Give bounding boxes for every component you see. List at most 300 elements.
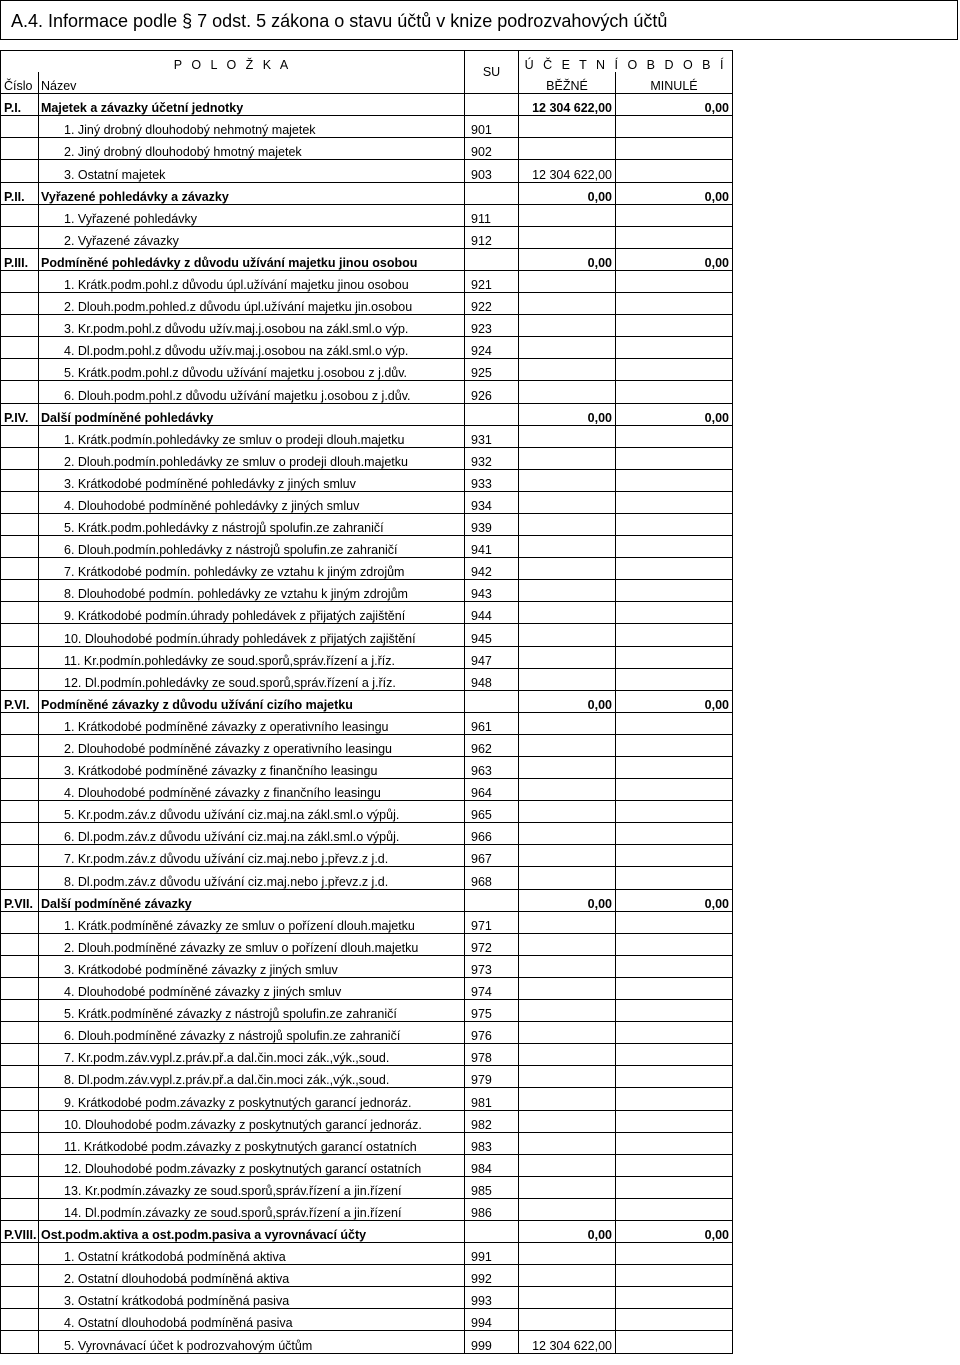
row-nazev: 1. Krátkodobé podmíněné závazky z operativního leasingu [39, 712, 465, 734]
row-su: 981 [465, 1088, 519, 1110]
row-bezne [519, 1287, 616, 1309]
row-su: 991 [465, 1243, 519, 1265]
row-cislo [1, 1110, 39, 1132]
row-bezne [519, 1176, 616, 1198]
row-su [465, 690, 519, 712]
row-nazev: 12. Dl.podmín.pohledávky ze soud.sporů,správ.řízení a j.říz. [39, 668, 465, 690]
row-nazev: Další podmíněné pohledávky [39, 403, 465, 425]
row-minule [616, 293, 733, 315]
table-row [1, 1110, 733, 1132]
table-row [1, 646, 733, 668]
table-row [1, 359, 733, 381]
section-row [1, 690, 733, 712]
row-minule [616, 911, 733, 933]
row-bezne [519, 1066, 616, 1088]
row-bezne [519, 226, 616, 248]
row-minule [616, 779, 733, 801]
header-row-1 [1, 51, 733, 73]
row-minule [616, 823, 733, 845]
row-cislo: P.VII. [1, 889, 39, 911]
row-minule [616, 204, 733, 226]
row-nazev: 11. Kr.podmín.pohledávky ze soud.sporů,správ.řízení a j.říz. [39, 646, 465, 668]
row-cislo [1, 226, 39, 248]
table-row [1, 779, 733, 801]
row-cislo: P.III. [1, 248, 39, 270]
table-row [1, 1265, 733, 1287]
row-minule [616, 160, 733, 182]
row-bezne [519, 977, 616, 999]
row-cislo [1, 955, 39, 977]
row-nazev: 5. Kr.podm.záv.z důvodu užívání ciz.maj.na zákl.sml.o výpůj. [39, 801, 465, 823]
row-minule [616, 337, 733, 359]
row-su [465, 182, 519, 204]
table-row [1, 1331, 733, 1353]
row-su: 964 [465, 779, 519, 801]
table-row [1, 1066, 733, 1088]
row-nazev: Podmíněné závazky z důvodu užívání cizího majetku [39, 690, 465, 712]
table-row [1, 580, 733, 602]
row-nazev: 4. Dlouhodobé podmíněné závazky z finančního leasingu [39, 779, 465, 801]
row-minule [616, 977, 733, 999]
row-cislo [1, 757, 39, 779]
table-row [1, 337, 733, 359]
section-row [1, 248, 733, 270]
row-nazev: Ost.podm.aktiva a ost.podm.pasiva a vyrovnávací účty [39, 1220, 465, 1242]
row-su: 934 [465, 491, 519, 513]
row-cislo [1, 1066, 39, 1088]
row-bezne [519, 558, 616, 580]
row-nazev: 1. Jiný drobný dlouhodobý nehmotný majetek [39, 116, 465, 138]
row-minule [616, 580, 733, 602]
table-row [1, 911, 733, 933]
row-bezne [519, 668, 616, 690]
table-row [1, 1000, 733, 1022]
row-minule [616, 1066, 733, 1088]
row-cislo [1, 734, 39, 756]
row-nazev: 4. Ostatní dlouhodobá podmíněná pasiva [39, 1309, 465, 1331]
row-minule [616, 116, 733, 138]
row-nazev: 1. Krátk.podm.pohl.z důvodu úpl.užívání majetku jinou osobou [39, 270, 465, 292]
row-su: 925 [465, 359, 519, 381]
row-su: 979 [465, 1066, 519, 1088]
row-su: 994 [465, 1309, 519, 1331]
row-su: 993 [465, 1287, 519, 1309]
row-su: 943 [465, 580, 519, 602]
row-cislo [1, 447, 39, 469]
row-bezne [519, 204, 616, 226]
row-minule [616, 867, 733, 889]
section-row [1, 889, 733, 911]
row-cislo [1, 1132, 39, 1154]
table-row [1, 1287, 733, 1309]
row-nazev: 12. Dlouhodobé podm.závazky z poskytnutých garancí ostatních [39, 1154, 465, 1176]
row-minule [616, 845, 733, 867]
row-nazev: 1. Krátk.podmín.pohledávky ze smluv o prodeji dlouh.majetku [39, 425, 465, 447]
row-cislo [1, 1331, 39, 1353]
row-su: 933 [465, 469, 519, 491]
row-bezne [519, 469, 616, 491]
row-minule: 0,00 [616, 403, 733, 425]
row-bezne: 0,00 [519, 182, 616, 204]
row-nazev: 3. Krátkodobé podmíněné pohledávky z jiných smluv [39, 469, 465, 491]
row-nazev: 5. Vyrovnávací účet k podrozvahovým účtům [39, 1331, 465, 1353]
row-minule [616, 469, 733, 491]
row-nazev: 6. Dl.podm.záv.z důvodu užívání ciz.maj.na zákl.sml.o výpůj. [39, 823, 465, 845]
row-nazev: 3. Krátkodobé podmíněné závazky z finančního leasingu [39, 757, 465, 779]
row-bezne [519, 337, 616, 359]
row-nazev: 3. Krátkodobé podmíněné závazky z jiných smluv [39, 955, 465, 977]
table-row [1, 933, 733, 955]
row-nazev: 2. Dlouh.podmíněné závazky ze smluv o pořízení dlouh.majetku [39, 933, 465, 955]
row-cislo [1, 668, 39, 690]
row-bezne [519, 381, 616, 403]
row-cislo [1, 1243, 39, 1265]
row-nazev: 8. Dlouhodobé podmín. pohledávky ze vztahu k jiným zdrojům [39, 580, 465, 602]
row-cislo [1, 270, 39, 292]
table-row [1, 867, 733, 889]
table-row [1, 160, 733, 182]
row-nazev: 2. Ostatní dlouhodobá podmíněná aktiva [39, 1265, 465, 1287]
header-polozka: P O L O Ž K A [1, 51, 465, 73]
row-bezne [519, 447, 616, 469]
row-minule: 0,00 [616, 690, 733, 712]
row-nazev: 8. Dl.podm.záv.vypl.z.práv.př.a dal.čin.moci zák.,výk.,soud. [39, 1066, 465, 1088]
row-minule [616, 1110, 733, 1132]
row-cislo [1, 580, 39, 602]
table-row [1, 536, 733, 558]
table-row [1, 226, 733, 248]
row-nazev: 4. Dl.podm.pohl.z důvodu užív.maj.j.osobou na zákl.sml.o výp. [39, 337, 465, 359]
row-bezne: 0,00 [519, 690, 616, 712]
row-bezne [519, 1088, 616, 1110]
row-cislo [1, 491, 39, 513]
row-su: 982 [465, 1110, 519, 1132]
row-bezne: 0,00 [519, 1220, 616, 1242]
row-su [465, 889, 519, 911]
row-su: 992 [465, 1265, 519, 1287]
row-minule [616, 1287, 733, 1309]
row-nazev: 6. Dlouh.podmín.pohledávky z nástrojů spolufin.ze zahraničí [39, 536, 465, 558]
row-bezne [519, 536, 616, 558]
row-nazev: 5. Krátk.podm.pohl.z důvodu užívání majetku j.osobou z j.dův. [39, 359, 465, 381]
table-row [1, 1243, 733, 1265]
row-bezne [519, 845, 616, 867]
row-su: 985 [465, 1176, 519, 1198]
row-bezne [519, 293, 616, 315]
row-minule [616, 1000, 733, 1022]
section-row [1, 403, 733, 425]
row-nazev: 8. Dl.podm.záv.z důvodu užívání ciz.maj.nebo j.převz.z j.d. [39, 867, 465, 889]
row-su: 939 [465, 513, 519, 535]
row-su: 963 [465, 757, 519, 779]
table-row [1, 513, 733, 535]
row-nazev: 2. Vyřazené závazky [39, 226, 465, 248]
row-cislo: P.II. [1, 182, 39, 204]
row-minule [616, 1265, 733, 1287]
row-su: 974 [465, 977, 519, 999]
row-cislo [1, 381, 39, 403]
row-cislo [1, 359, 39, 381]
row-cislo [1, 558, 39, 580]
row-minule [616, 1154, 733, 1176]
row-su [465, 403, 519, 425]
row-minule [616, 513, 733, 535]
row-bezne [519, 911, 616, 933]
row-minule [616, 1243, 733, 1265]
row-bezne [519, 867, 616, 889]
table-row [1, 845, 733, 867]
row-nazev: 7. Krátkodobé podmín. pohledávky ze vztahu k jiným zdrojům [39, 558, 465, 580]
table-row [1, 801, 733, 823]
row-cislo [1, 469, 39, 491]
row-minule: 0,00 [616, 94, 733, 116]
table-row [1, 1154, 733, 1176]
row-su: 926 [465, 381, 519, 403]
row-su: 984 [465, 1154, 519, 1176]
row-cislo [1, 801, 39, 823]
row-su: 983 [465, 1132, 519, 1154]
table-row [1, 558, 733, 580]
row-cislo [1, 977, 39, 999]
table-row [1, 138, 733, 160]
row-bezne [519, 116, 616, 138]
row-bezne: 12 304 622,00 [519, 1331, 616, 1353]
row-nazev: 5. Krátk.podm.pohledávky z nástrojů spolufin.ze zahraničí [39, 513, 465, 535]
row-bezne [519, 580, 616, 602]
row-nazev: 11. Krátkodobé podm.závazky z poskytnutých garancí ostatních [39, 1132, 465, 1154]
table-row [1, 204, 733, 226]
table-row [1, 425, 733, 447]
row-su: 921 [465, 270, 519, 292]
row-bezne [519, 1309, 616, 1331]
row-nazev: 2. Dlouh.podmín.pohledávky ze smluv o prodeji dlouh.majetku [39, 447, 465, 469]
row-su: 947 [465, 646, 519, 668]
row-minule [616, 933, 733, 955]
row-bezne [519, 270, 616, 292]
row-minule [616, 558, 733, 580]
row-bezne [519, 315, 616, 337]
table-row [1, 491, 733, 513]
row-cislo [1, 116, 39, 138]
row-bezne [519, 779, 616, 801]
row-minule [616, 425, 733, 447]
row-nazev: 14. Dl.podmín.závazky ze soud.sporů,správ.řízení a jin.řízení [39, 1198, 465, 1220]
table-row [1, 977, 733, 999]
row-bezne [519, 602, 616, 624]
row-su: 924 [465, 337, 519, 359]
row-cislo [1, 911, 39, 933]
table-body [1, 94, 733, 1353]
row-su: 911 [465, 204, 519, 226]
row-nazev: 10. Dlouhodobé podm.závazky z poskytnutých garancí jednoráz. [39, 1110, 465, 1132]
row-cislo: P.VI. [1, 690, 39, 712]
row-bezne: 0,00 [519, 248, 616, 270]
row-nazev: 3. Kr.podm.pohl.z důvodu užív.maj.j.osobou na zákl.sml.o výp. [39, 315, 465, 337]
table-row [1, 1132, 733, 1154]
row-bezne [519, 425, 616, 447]
row-bezne [519, 1243, 616, 1265]
row-su: 971 [465, 911, 519, 933]
row-minule [616, 447, 733, 469]
row-su: 912 [465, 226, 519, 248]
row-cislo [1, 315, 39, 337]
row-bezne: 12 304 622,00 [519, 160, 616, 182]
row-minule [616, 734, 733, 756]
row-cislo [1, 337, 39, 359]
table-row [1, 1044, 733, 1066]
table-row [1, 469, 733, 491]
row-minule [616, 712, 733, 734]
row-su: 968 [465, 867, 519, 889]
header-row-2 [1, 72, 733, 94]
table-row [1, 1198, 733, 1220]
row-bezne [519, 359, 616, 381]
row-nazev: 13. Kr.podmín.závazky ze soud.sporů,správ.řízení a jin.řízení [39, 1176, 465, 1198]
row-cislo [1, 1154, 39, 1176]
row-minule [616, 668, 733, 690]
row-cislo [1, 1176, 39, 1198]
row-su: 966 [465, 823, 519, 845]
header-minule: MINULÉ [616, 72, 733, 94]
row-su: 961 [465, 712, 519, 734]
row-su: 978 [465, 1044, 519, 1066]
table-row [1, 293, 733, 315]
row-cislo [1, 1198, 39, 1220]
row-cislo [1, 138, 39, 160]
row-minule [616, 359, 733, 381]
row-cislo: P.IV. [1, 403, 39, 425]
row-nazev: Majetek a závazky účetní jednotky [39, 94, 465, 116]
row-su: 976 [465, 1022, 519, 1044]
row-nazev: 9. Krátkodobé podm.závazky z poskytnutých garancí jednoráz. [39, 1088, 465, 1110]
row-su: 965 [465, 801, 519, 823]
row-cislo [1, 624, 39, 646]
row-cislo [1, 823, 39, 845]
table-row [1, 1022, 733, 1044]
header-obdobi: Ú Č E T N Í O B D O B Í [519, 51, 733, 73]
row-bezne [519, 1044, 616, 1066]
row-minule [616, 491, 733, 513]
row-cislo: P.I. [1, 94, 39, 116]
row-cislo [1, 779, 39, 801]
section-row [1, 182, 733, 204]
row-su [465, 248, 519, 270]
row-minule [616, 646, 733, 668]
row-minule [616, 315, 733, 337]
row-minule [616, 624, 733, 646]
row-cislo [1, 1265, 39, 1287]
table-row [1, 1176, 733, 1198]
table-row [1, 116, 733, 138]
table-row [1, 757, 733, 779]
row-cislo [1, 712, 39, 734]
row-minule: 0,00 [616, 248, 733, 270]
row-nazev: 9. Krátkodobé podmín.úhrady pohledávek z přijatých zajištění [39, 602, 465, 624]
row-minule [616, 1176, 733, 1198]
header-nazev: Název [39, 72, 465, 94]
row-bezne [519, 491, 616, 513]
row-cislo [1, 1088, 39, 1110]
row-bezne [519, 757, 616, 779]
row-bezne [519, 823, 616, 845]
row-su: 942 [465, 558, 519, 580]
section-row [1, 94, 733, 116]
header-cislo: Číslo [1, 72, 39, 94]
header-su: SU [465, 51, 519, 94]
row-bezne [519, 1132, 616, 1154]
table-row [1, 270, 733, 292]
row-cislo [1, 1287, 39, 1309]
row-minule [616, 1044, 733, 1066]
row-su: 972 [465, 933, 519, 955]
header-bezne: BĚŽNÉ [519, 72, 616, 94]
row-cislo [1, 513, 39, 535]
row-su: 967 [465, 845, 519, 867]
row-nazev: 1. Ostatní krátkodobá podmíněná aktiva [39, 1243, 465, 1265]
row-su: 903 [465, 160, 519, 182]
row-minule [616, 1132, 733, 1154]
row-bezne [519, 624, 616, 646]
row-cislo [1, 1044, 39, 1066]
row-minule [616, 955, 733, 977]
table-row [1, 381, 733, 403]
row-minule [616, 1198, 733, 1220]
table-row [1, 955, 733, 977]
row-su: 931 [465, 425, 519, 447]
row-nazev: 2. Jiný drobný dlouhodobý hmotný majetek [39, 138, 465, 160]
row-cislo [1, 536, 39, 558]
section-row [1, 1220, 733, 1242]
row-minule [616, 270, 733, 292]
row-nazev: 3. Ostatní krátkodobá podmíněná pasiva [39, 1287, 465, 1309]
row-bezne: 12 304 622,00 [519, 94, 616, 116]
row-su: 922 [465, 293, 519, 315]
row-su: 999 [465, 1331, 519, 1353]
row-su [465, 1220, 519, 1242]
table-row [1, 602, 733, 624]
row-minule [616, 1331, 733, 1353]
row-bezne [519, 1198, 616, 1220]
row-cislo [1, 646, 39, 668]
row-cislo [1, 1022, 39, 1044]
row-nazev: 7. Kr.podm.záv.z důvodu užívání ciz.maj.nebo j.převz.z j.d. [39, 845, 465, 867]
row-bezne [519, 933, 616, 955]
table-row [1, 315, 733, 337]
table-row [1, 447, 733, 469]
row-bezne: 0,00 [519, 403, 616, 425]
row-nazev: 1. Krátk.podmíněné závazky ze smluv o pořízení dlouh.majetku [39, 911, 465, 933]
row-nazev: 1. Vyřazené pohledávky [39, 204, 465, 226]
table-row [1, 1309, 733, 1331]
row-bezne [519, 646, 616, 668]
row-cislo: P.VIII. [1, 1220, 39, 1242]
row-minule: 0,00 [616, 889, 733, 911]
row-minule [616, 602, 733, 624]
row-su: 975 [465, 1000, 519, 1022]
row-su: 962 [465, 734, 519, 756]
row-su: 932 [465, 447, 519, 469]
row-minule: 0,00 [616, 1220, 733, 1242]
row-su: 923 [465, 315, 519, 337]
row-minule [616, 536, 733, 558]
table-row [1, 624, 733, 646]
row-minule: 0,00 [616, 182, 733, 204]
row-minule [616, 226, 733, 248]
row-minule [616, 381, 733, 403]
row-minule [616, 757, 733, 779]
row-nazev: 10. Dlouhodobé podmín.úhrady pohledávek z přijatých zajištění [39, 624, 465, 646]
row-cislo [1, 293, 39, 315]
